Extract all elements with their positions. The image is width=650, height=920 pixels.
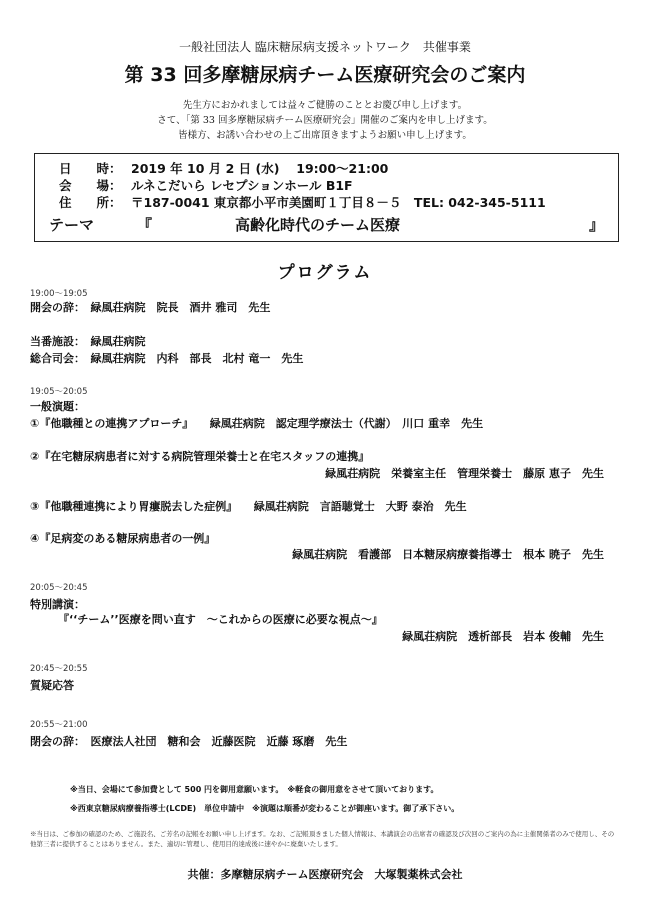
fee-note: ※当日、会場にて参加費として 500 円を御用意願います。 ※軽食の御用意をさせて頂いております。: [70, 785, 439, 794]
theme-label: テーマ: [49, 216, 95, 234]
time-slot-1: 19:00～19:05: [30, 289, 88, 299]
time-slot-5: 20:55～21:00: [30, 720, 88, 730]
talk-2-speaker: 緑風荘病院 栄養室主任 管理栄養士 藤原 恵子 先生: [325, 467, 604, 480]
talk-2-title: ②『在宅糖尿病患者に対する病院管理栄養士と在宅スタッフの連携』: [30, 450, 370, 463]
time-slot-4: 20:45～20:55: [30, 664, 88, 674]
organizer-line: 一般社団法人 臨床糖尿病支援ネットワーク 共催事業: [179, 40, 471, 54]
talk-4-speaker: 緑風荘病院 看護部 日本糖尿病療養指導士 根本 暁子 先生: [292, 548, 604, 561]
theme-text: 高齢化時代のチーム医療: [235, 216, 401, 234]
address-value: 〒187-0041 東京都小平市美園町１丁目８－５ TEL: 042-345-5111: [131, 195, 546, 210]
venue-value: ルネこだいら レセプションホール B1F: [131, 178, 353, 193]
qa-session: 質疑応答: [30, 679, 74, 692]
greeting-line-1: 先生方におかれましては益々ご健勝のこととお慶び申し上げます。: [182, 100, 468, 111]
date-label: 日 時：: [59, 161, 122, 176]
date-row: [59, 159, 388, 177]
special-lecture-heading: 特別講演：: [30, 598, 85, 611]
host-facility: 当番施設： 緑風荘病院: [30, 335, 146, 348]
theme-close-bracket: 』: [589, 216, 605, 234]
special-lecture-title: 『‘‘チーム’’医療を問い直す ～これからの医療に必要な視点～』: [58, 613, 383, 626]
venue-label: 会 場：: [59, 178, 122, 193]
special-lecture-speaker: 緑風荘病院 透析部長 岩本 俊輔 先生: [402, 630, 604, 643]
host-mc: 総合司会： 緑風荘病院 内科 部長 北村 竜一 先生: [30, 352, 304, 365]
date-value: 2019 年 10 月 2 日 (水) 19:00～21:00: [131, 161, 389, 176]
credit-note: ※西東京糖尿病療養指導士(LCDE) 単位申請中 ※演題は順番が変わることが御座います。御了承下さい。: [70, 804, 460, 813]
closing-remarks: 閉会の辞： 医療法人社団 糖和会 近藤医院 近藤 琢磨 先生: [30, 735, 348, 748]
venue-row: [59, 176, 353, 194]
privacy-note: ※当日は、ご参加の確認のため、ご施設名、ご芳名の記帳をお願い申し上げます。なお、ご記帳頂きました個人情報は、本講演会の出席者の確認及び次回のご案内の為に主催関係者のみで使用し、その他第三者に提供することはありません。また、適切に管理し、使用目的達成後に速やかに廃棄いたします。: [30, 830, 615, 848]
greeting-line-3: 皆様方、お誘い合わせの上ご出席頂きますようお願い申し上げます。: [178, 130, 472, 141]
program-title: プログラム: [277, 263, 373, 283]
time-slot-2: 19:05～20:05: [30, 387, 88, 397]
event-info-box: [34, 153, 619, 242]
greeting-line-2: さて、「第 33 回多摩糖尿病チーム医療研究会」開催のご案内を申し上げます。: [157, 115, 493, 126]
time-slot-3: 20:05～20:45: [30, 583, 88, 593]
opening-remarks: 開会の辞： 緑風荘病院 院長 酒井 雅司 先生: [30, 301, 271, 314]
address-row: [59, 193, 546, 211]
address-label: 住 所：: [59, 195, 122, 210]
page-title: 第 33 回多摩糖尿病チーム医療研究会のご案内: [124, 64, 526, 86]
talk-3: ③『他職種連携により胃瘻脱去した症例』 緑風荘病院 言語聴覚士 大野 泰治 先生: [30, 500, 467, 513]
sponsors-footer: 共催：多摩糖尿病チーム医療研究会 大塚製薬株式会社: [187, 868, 463, 881]
theme-open-bracket: 『: [137, 216, 153, 234]
general-session-heading: 一般演題：: [30, 400, 85, 413]
talk-1: ①『他職種との連携アプローチ』 緑風荘病院 認定理学療法士（代謝） 川口 重幸 先生: [30, 417, 484, 430]
talk-4-title: ④『足病変のある糖尿病患者の一例』: [30, 532, 216, 545]
